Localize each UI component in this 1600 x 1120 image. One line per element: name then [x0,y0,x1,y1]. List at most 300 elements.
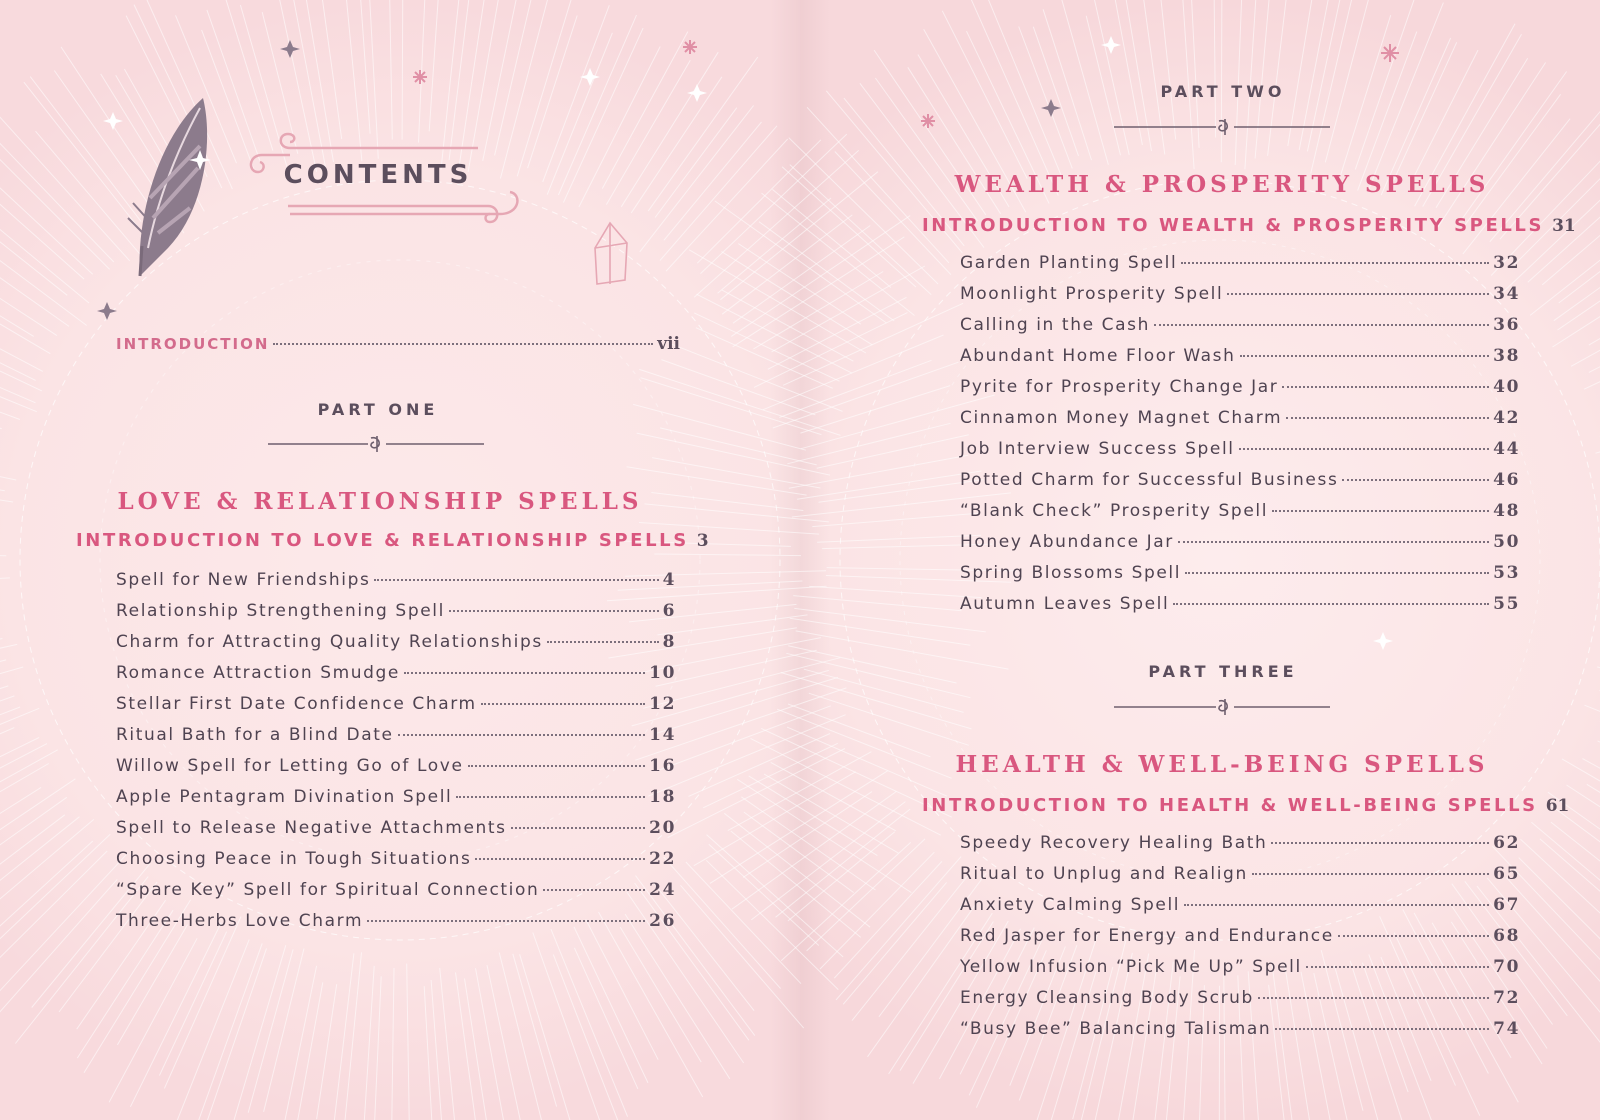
sparkle-star-icon [97,40,1061,320]
toc-entry-title: Spring Blossoms Spell [960,563,1182,583]
decorative-ray [440,968,455,1120]
dot-leader [398,734,646,736]
decorative-ray [77,910,173,1058]
toc-entry[interactable] [960,563,1520,583]
toc-page-number: 74 [1493,1019,1520,1039]
toc-entry-title: INTRODUCTION TO HEALTH & WELL-BEING SPELLS [922,795,1538,816]
toc-entry[interactable] [960,439,1520,459]
decorative-ray [800,386,950,434]
decorative-ray [1127,961,1158,1120]
toc-page-number: 44 [1493,439,1520,459]
decorative-ray [1596,399,1600,453]
toc-page-number: 18 [649,787,676,807]
toc-entry-title: Three-Herbs Love Charm [116,911,364,931]
decorative-ray [621,52,718,207]
part-one-title: LOVE & RELATIONSHIP SPELLS [117,488,643,515]
decorative-ray [659,706,831,770]
decorative-ray [0,696,14,756]
decorative-ray [343,952,361,1120]
toc-page-number: 53 [1493,563,1520,583]
toc-entry[interactable] [116,756,676,776]
decorative-ray [278,966,317,1120]
toc-entry-part-three-intro[interactable] [922,795,1570,816]
toc-entry[interactable] [960,284,1520,304]
decorative-ray [248,949,293,1112]
decorative-ray [635,883,749,1040]
toc-entry-title: Willow Spell for Letting Go of Love [116,756,464,776]
dot-leader [367,920,645,922]
decorative-ray [331,953,354,1120]
decorative-ray [720,172,878,300]
toc-entry[interactable] [116,601,676,621]
decorative-ray [1540,839,1600,930]
decorative-ray [36,131,143,257]
decorative-ray [1571,279,1600,367]
decorative-ray [0,841,93,942]
decorative-ray [639,369,840,435]
toc-page-number: 22 [649,849,676,869]
toc-entry-title: Choosing Peace in Tough Situations [116,849,472,869]
decorative-ray [779,360,931,417]
decorative-ray [1583,759,1600,857]
dot-leader [1286,417,1489,419]
toc-entry-title: Honey Abundance Jar [960,532,1174,552]
decorative-ray [812,513,978,526]
decorative-ray [230,945,286,1120]
toc-entry-title: INTRODUCTION TO LOVE & RELATIONSHIP SPELLS [76,530,689,551]
decorative-ray [364,966,374,1120]
dot-leader [1227,293,1489,295]
toc-entry[interactable] [960,470,1520,490]
dot-leader [468,765,646,767]
decorative-ray [1138,0,1165,154]
decorative-ray [449,0,475,160]
decorative-ray [0,744,47,841]
decorative-ray [372,976,381,1120]
dot-leader [481,703,645,705]
toc-entry[interactable] [116,632,676,652]
toc-page-number: 42 [1493,408,1520,428]
decorative-ray [0,221,87,325]
decorative-ray [407,964,410,1120]
toc-entry-introduction[interactable] [116,334,680,354]
toc-page-number: 3 [696,531,709,551]
toc-entry[interactable] [960,895,1520,915]
decorative-ray [759,222,894,321]
decorative-ray [1272,962,1298,1120]
toc-page-number: 8 [662,632,676,652]
decorative-ray [732,792,896,910]
decorative-ray [809,693,969,745]
toc-entry-title: Romance Attraction Smudge [116,663,400,683]
toc-entry[interactable] [960,501,1520,521]
decorative-ray [820,852,934,969]
decorative-ray [495,0,540,155]
decorative-ray [1412,50,1478,180]
decorative-ray [817,435,969,468]
decorative-ray [202,30,255,171]
decorative-ray [718,198,831,293]
toc-entry[interactable] [960,408,1520,428]
decorative-ray [1033,27,1078,156]
decorative-ray [754,313,908,388]
dot-leader [1282,386,1489,388]
dot-leader [1240,355,1490,357]
decorative-ray [657,615,807,635]
decorative-ray [654,554,801,556]
toc-entry-title: Calling in the Cash [960,315,1150,335]
decorative-ray [0,454,5,491]
toc-entry[interactable] [960,346,1520,366]
toc-entry-title: Job Interview Success Spell [960,439,1235,459]
dot-leader [511,827,646,829]
decorative-ray [292,982,323,1120]
decorative-ray [343,0,362,161]
toc-entry[interactable] [960,926,1520,946]
decorative-ray [0,728,14,794]
decorative-ray [391,968,394,1120]
toc-entry[interactable] [960,988,1520,1008]
decorative-ray [317,984,337,1119]
toc-page-number: 12 [649,694,676,714]
toc-entry-title: Anxiety Calming Spell [960,895,1181,915]
decorative-ray [0,660,6,698]
toc-entry-title: Ritual Bath for a Blind Date [116,725,394,745]
toc-entry[interactable] [116,787,676,807]
decorative-ray [809,586,981,597]
decorative-ray [0,779,75,904]
decorative-ray [264,949,304,1112]
decorative-ray [599,912,703,1097]
toc-entry-title: Moonlight Prosperity Spell [960,284,1224,304]
toc-entry[interactable] [960,594,1520,614]
dot-leader [1342,479,1489,481]
toc-page-number: 4 [662,570,676,590]
dot-leader [1306,966,1489,968]
dot-leader [1272,510,1489,512]
decorative-ray [602,32,688,189]
decorative-ray [389,0,392,139]
decorative-ray [786,653,970,697]
toc-page-number: 50 [1493,532,1520,552]
toc-entry[interactable] [116,663,676,683]
decorative-ray [0,251,34,337]
decorative-ray [0,370,2,429]
part-three-label: PART THREE [1148,662,1298,681]
toc-entry-title: Pyrite for Prosperity Change Jar [960,377,1279,397]
decorative-ray [207,10,260,161]
decorative-ray [794,608,986,632]
toc-page-number: 67 [1493,895,1520,915]
toc-page-number: vii [657,334,680,354]
toc-page-number: 61 [1545,796,1570,816]
toc-entry[interactable] [960,833,1520,853]
toc-page-number: 36 [1493,315,1520,335]
dot-leader [1173,603,1489,605]
decorative-ray [164,917,241,1089]
decorative-ray [0,438,16,480]
dot-leader [1154,324,1489,326]
toc-entry-part-one-intro[interactable] [76,530,709,551]
decorative-ray [641,378,822,435]
part-one-label: PART ONE [317,400,439,419]
decorative-ray [586,919,659,1059]
decorative-ray [1214,0,1216,137]
dot-leader [1275,1028,1489,1030]
decorative-ray [456,972,477,1120]
decorative-ray [130,923,221,1107]
decorative-ray [360,0,371,134]
decorative-ray [30,77,141,222]
toc-page-number: 34 [1493,284,1520,304]
dot-leader [1185,572,1489,574]
toc-page-number: 40 [1493,377,1520,397]
toc-entry[interactable] [116,694,676,714]
decorative-ray [517,0,573,176]
toc-page-number: 20 [649,818,676,838]
decorative-ray [487,965,525,1120]
decorative-ray [199,948,266,1120]
dot-leader [475,858,645,860]
toc-entry[interactable] [960,532,1520,552]
dot-leader [273,343,653,345]
toc-entry[interactable] [116,818,676,838]
decorative-ray [194,943,262,1120]
decorative-ray [1268,0,1288,156]
inner-circle-right [900,240,1540,880]
toc-page-number: 68 [1493,926,1520,946]
decorative-ray [0,266,50,354]
decorative-ray [0,578,10,587]
decorative-ray [0,854,127,1010]
decorative-ray [631,77,722,213]
decorative-ray [476,968,509,1120]
decorative-ray [424,986,433,1120]
toc-entry-title: INTRODUCTION [116,335,270,353]
toc-entry[interactable] [960,1019,1520,1039]
toc-entry-part-two-intro[interactable] [922,215,1576,236]
decorative-ray [0,354,20,420]
decorative-ray [369,0,379,159]
toc-entry-title: Apple Pentagram Divination Spell [116,787,453,807]
decorative-ray [843,882,946,1004]
decorative-ray [300,0,334,162]
decorative-ray [1089,0,1129,155]
decorative-ray [1107,0,1143,145]
feather-icon [128,98,207,276]
toc-entry[interactable] [116,725,676,745]
toc-entry[interactable] [116,849,676,869]
decorative-ray [834,861,942,978]
toc-entry-title: Red Jasper for Energy and Endurance [960,926,1334,946]
decorative-ray [804,669,964,712]
toc-entry-title: INTRODUCTION TO WEALTH & PROSPERITY SPELLS [922,215,1545,236]
toc-page-number: 70 [1493,957,1520,977]
toc-entry-title: Relationship Strengthening Spell [116,601,445,621]
toc-page-number: 48 [1493,501,1520,521]
decorative-ray [483,0,523,161]
toc-entry-title: “Blank Check” Prosperity Spell [960,501,1269,521]
decorative-ray [431,980,444,1120]
dot-leader [374,579,658,581]
dot-leader [1338,935,1489,937]
decorative-ray [664,857,781,989]
crystal-icon [595,223,627,284]
part-three-title: HEALTH & WELL-BEING SPELLS [955,751,1489,778]
toc-entry-title: Autumn Leaves Spell [960,594,1170,614]
decorative-ray [499,953,551,1120]
toc-entry[interactable] [960,377,1520,397]
toc-entry[interactable] [116,911,676,931]
decorative-ray [0,143,93,275]
decorative-ray [24,82,145,235]
decorative-ray [520,954,574,1120]
decorative-ray [0,332,36,403]
decorative-ray [709,844,819,945]
toc-entry[interactable] [960,864,1520,884]
dot-leader [1252,873,1489,875]
decorative-ray [429,0,439,131]
decorative-ray [0,277,43,371]
decorative-ray [1339,15,1391,180]
dot-leader [543,889,645,891]
toc-entry[interactable] [960,957,1520,977]
decorative-ray [790,618,971,645]
decorative-ray [710,771,888,884]
dot-leader [1181,262,1489,264]
decorative-ray [661,360,815,415]
decorative-ray [500,0,557,179]
toc-entry-title: Cinnamon Money Magnet Charm [960,408,1283,428]
decorative-ray [468,0,506,172]
decorative-ray [533,933,603,1120]
decorative-ray [441,0,462,170]
decorative-ray [558,15,636,195]
decorative-ray [697,294,853,373]
toc-entry[interactable] [116,570,676,590]
decorative-ray [159,932,226,1076]
toc-entry-title: “Busy Bee” Balancing Talisman [960,1019,1272,1039]
part-two-title: WEALTH & PROSPERITY SPELLS [954,171,1490,198]
toc-page-number: 24 [649,880,676,900]
toc-page-number: 38 [1493,346,1520,366]
decorative-ray [574,927,648,1083]
decorative-ray [322,0,341,139]
decorative-ray [763,335,944,410]
toc-page-number: 72 [1493,988,1520,1008]
decorative-ray [1350,961,1402,1120]
toc-page-number: 55 [1493,594,1520,614]
decorative-ray [513,954,557,1107]
decorative-ray [689,250,866,353]
decorative-ray [743,792,872,878]
decorative-ray [15,877,148,1044]
decorative-ray [1521,839,1600,949]
toc-entry-title: Abundant Home Floor Wash [960,346,1236,366]
decorative-ray [0,639,2,673]
decorative-ray [672,344,843,411]
dot-leader [547,641,659,643]
decorative-ray [744,812,854,893]
toc-page-number: 31 [1552,216,1576,236]
toc-entry[interactable] [960,253,1520,273]
decorative-ray [1086,16,1120,156]
decorative-ray [0,163,84,280]
dot-leader [1271,842,1489,844]
decorative-ray [59,882,157,1012]
decorative-ray [1019,27,1073,169]
decorative-ray [0,644,17,693]
decorative-ray [0,225,69,326]
decorative-ray [1506,877,1600,990]
toc-page-number: 6 [662,601,676,621]
toc-entry[interactable] [960,315,1520,335]
dot-leader [404,672,645,674]
toc-entry-title: Ritual to Unplug and Realign [960,864,1248,884]
toc-entry-title: Spell for New Friendships [116,570,371,590]
decorative-ray [648,57,758,211]
toc-entry-title: Stellar First Date Confidence Charm [116,694,477,714]
decorative-ray [666,139,788,271]
decorative-ray [782,167,916,287]
decorative-ray [817,535,981,542]
decorative-ray [1553,236,1600,347]
decorative-ray [0,469,13,502]
decorative-ray [836,857,961,1000]
toc-entry-title: Potted Charm for Successful Business [960,470,1339,490]
decorative-ray [1551,806,1600,898]
decorative-ray [402,0,403,140]
toc-page-number: 62 [1493,833,1520,853]
contents-title: CONTENTS [283,160,473,190]
decorative-ray [0,819,94,949]
decorative-ray [1589,299,1600,373]
decorative-ray [1043,9,1091,160]
dot-leader [449,610,659,612]
decorative-ray [788,704,930,757]
decorative-ray [788,832,895,921]
decorative-ray [737,779,911,892]
decorative-ray [1158,0,1175,140]
decorative-ray [790,165,931,295]
decorative-ray [0,787,41,869]
decorative-ray [772,189,891,287]
toc-entry-title: Garden Planting Spell [960,253,1178,273]
decorative-ray [0,554,6,556]
decorative-ray [547,33,612,195]
decorative-ray [694,150,859,297]
decorative-ray [1551,822,1600,911]
toc-page-number: 26 [649,911,676,931]
decorative-ray [793,596,961,611]
toc-entry-title: Yellow Infusion “Pick Me Up” Spell [960,957,1302,977]
toc-page-number: 16 [649,756,676,776]
decorative-ray [1255,0,1271,158]
toc-entry-title: Speedy Recovery Healing Bath [960,833,1268,853]
toc-entry[interactable] [116,880,676,900]
toc-entry-title: Spell to Release Negative Attachments [116,818,507,838]
decorative-ray [0,305,36,381]
decorative-ray [797,471,981,499]
decorative-ray [625,914,730,1079]
decorative-ray [633,404,806,450]
decorative-ray [0,764,49,847]
toc-page-number: 32 [1493,253,1520,273]
decorative-ray [656,677,838,733]
toc-entry-title: Energy Cleansing Body Scrub [960,988,1254,1008]
decorative-ray [789,138,938,284]
ray-pattern-right [607,0,1600,1120]
